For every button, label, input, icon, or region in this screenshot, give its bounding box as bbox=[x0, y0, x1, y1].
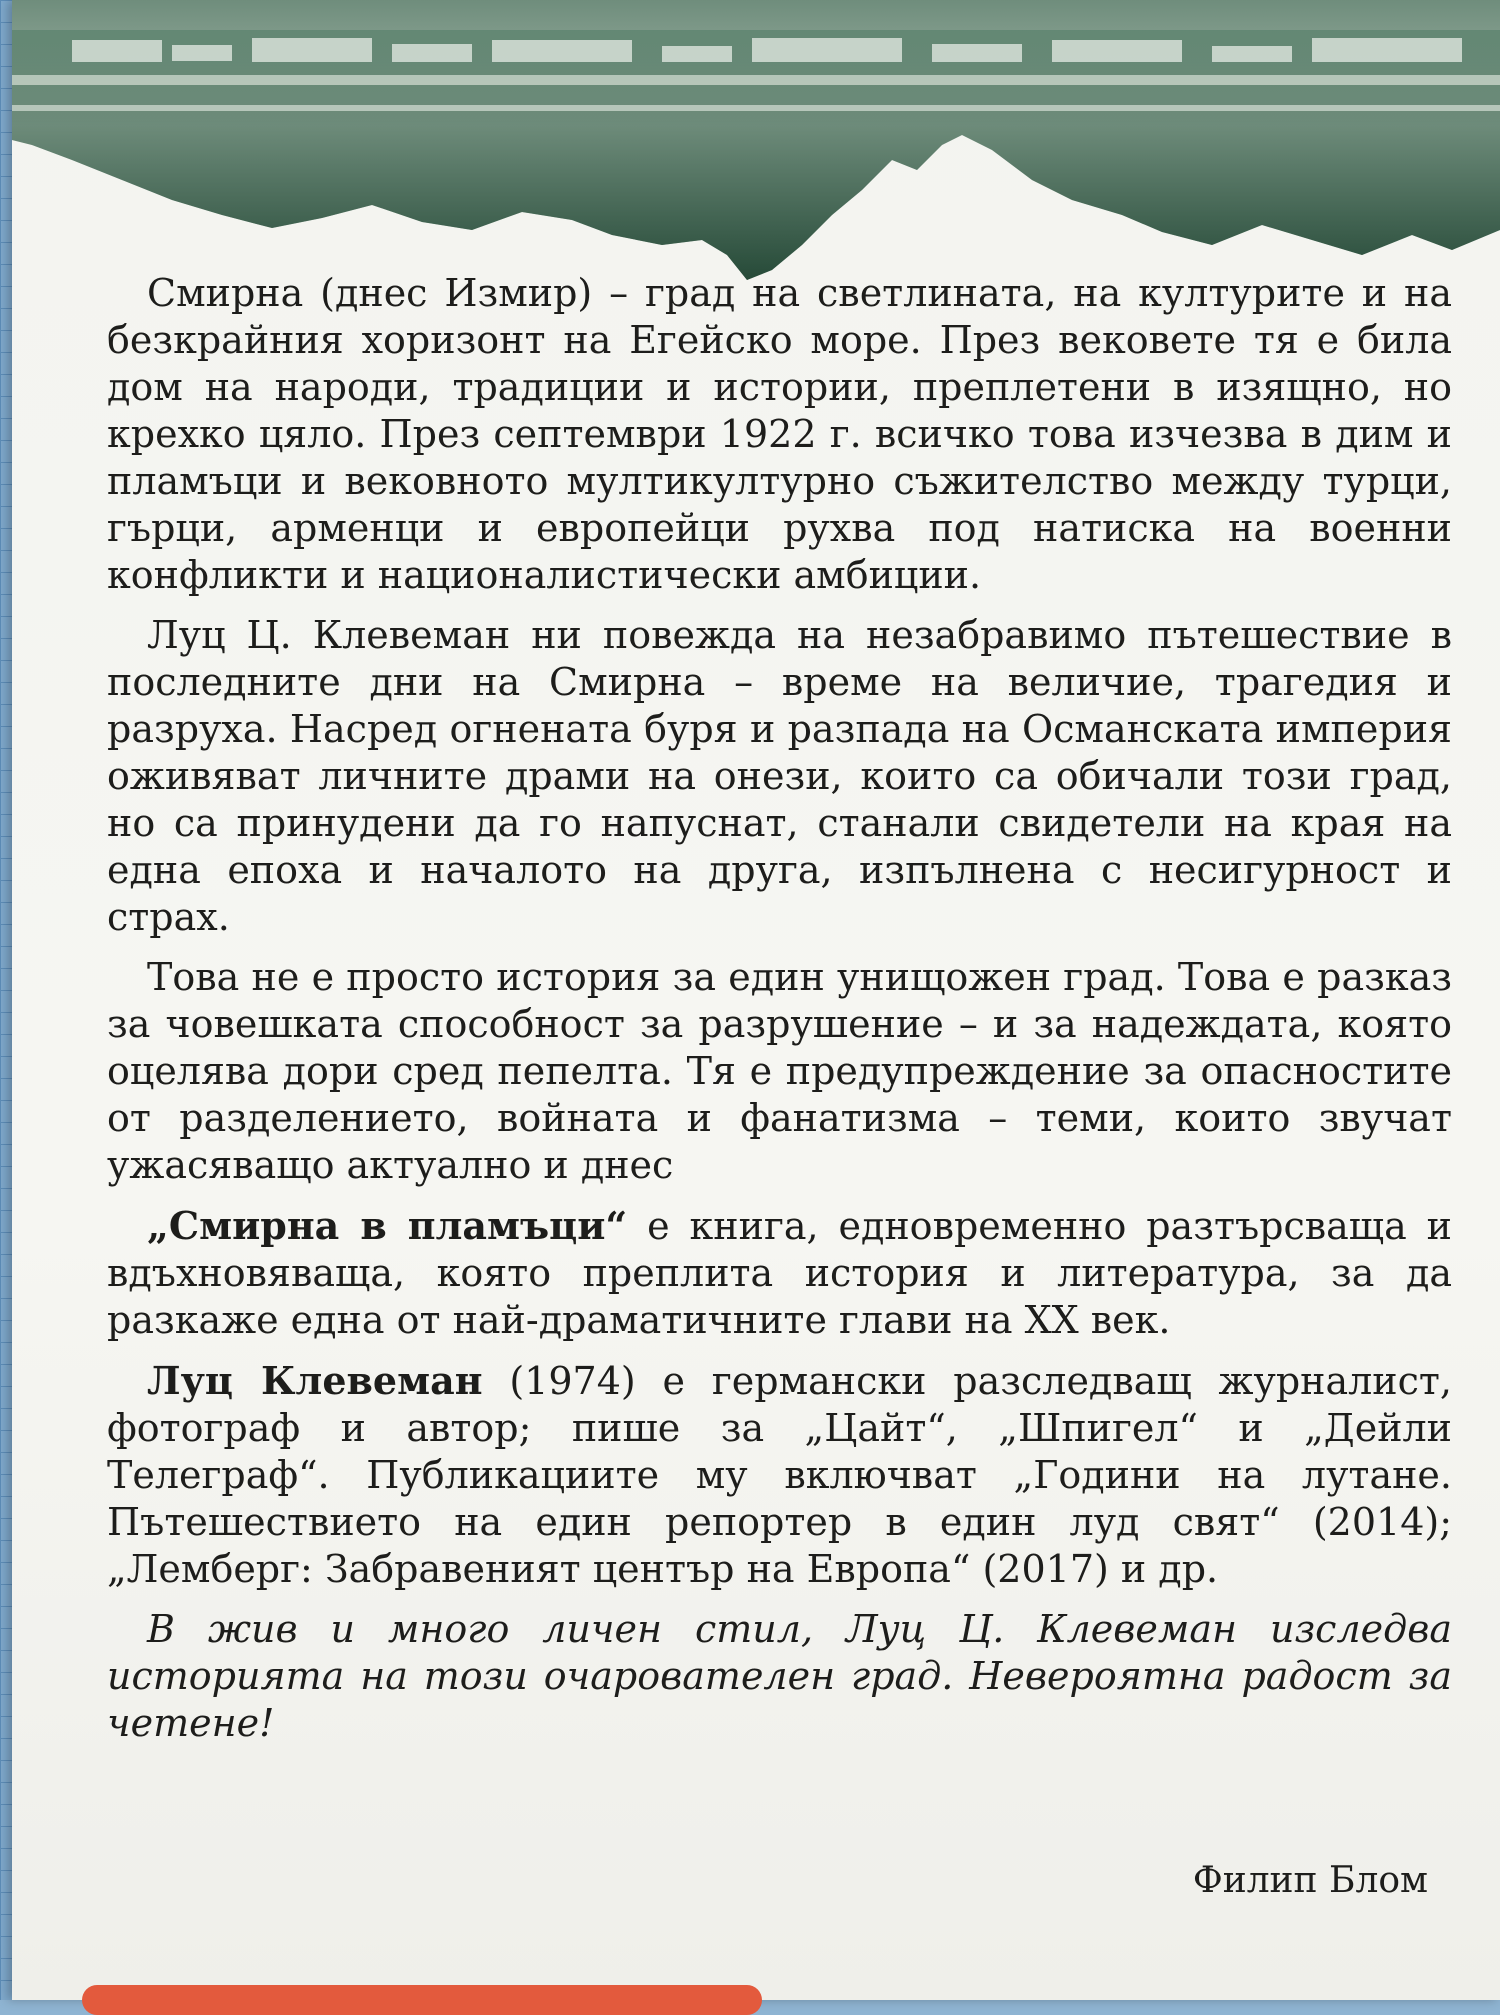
description-paragraph-2: Луц Ц. Клевеман ни повежда на незабравимо пътешествие в последните дни на Смирна – време на величие, трагедия и разруха. Насред огнената буря и разпада на Османската империя оживяват личните драми на онези, които са обичали този град, но са принудени да го напуснат, станали свидетели на края на една епоха и началото на друга, изпълнена с несигурност и страх. bbox=[107, 613, 1452, 939]
author-name: Луц Клевеман bbox=[147, 1358, 483, 1403]
review-quote: В жив и много личен стил, Луц Ц. Клевеман изследва историята на този очарователен град. Невероятна радост за четене! bbox=[107, 1607, 1452, 1745]
burning-city-photo bbox=[12, 0, 1500, 300]
author-bio-text: (1974) е германски разследващ журналист, фотограф и автор; пише за „Цайт“, „Шпигел“ и „Дейли Телеграф“. Публикациите му включват „Години на лутане. Пътешествието на един репортер в един луд свят“ (2014); „Лемберг: Забравеният център на Европа“ (2017) и др. bbox=[107, 1359, 1452, 1591]
author-paragraph bbox=[107, 1357, 1452, 1593]
orange-label-strip bbox=[82, 1985, 762, 2015]
description-paragraph-1: Смирна (днес Измир) – град на светлината, на културите и на безкрайния хоризонт на Егейско море. През вековете тя е била дом на народи, традиции и истории, преплетени в изящно, но крехко цяло. През септември 1922 г. всичко това изчезва в дим и пламъци и вековното мултикултурно съжителство между турци, гърци, арменци и европейци рухва под натиска на военни конфликти и националистически амбиции. bbox=[107, 271, 1452, 597]
book-paragraph-text: е книга, едновременно разтърсваща и вдъхновяваща, която преплита история и литература, за да разкаже една от най-драматичните глави на XX век. bbox=[107, 1204, 1452, 1342]
book-paragraph bbox=[107, 1202, 1452, 1344]
book-back-cover bbox=[12, 0, 1500, 2000]
book-title: „Смирна в пламъци“ bbox=[147, 1203, 628, 1248]
back-cover-text bbox=[107, 270, 1452, 1760]
quote-author: Филип Блом bbox=[1192, 1860, 1428, 1901]
description-paragraph-3: Това не е просто история за един унищожен град. Това е разказ за човешката способност за разрушение – и за надеждата, която оцелява дори сред пепелта. Тя е предупреждение за опасностите от разделението, войната и фанатизма – теми, които звучат ужасяващо актуално и днес bbox=[107, 955, 1452, 1187]
